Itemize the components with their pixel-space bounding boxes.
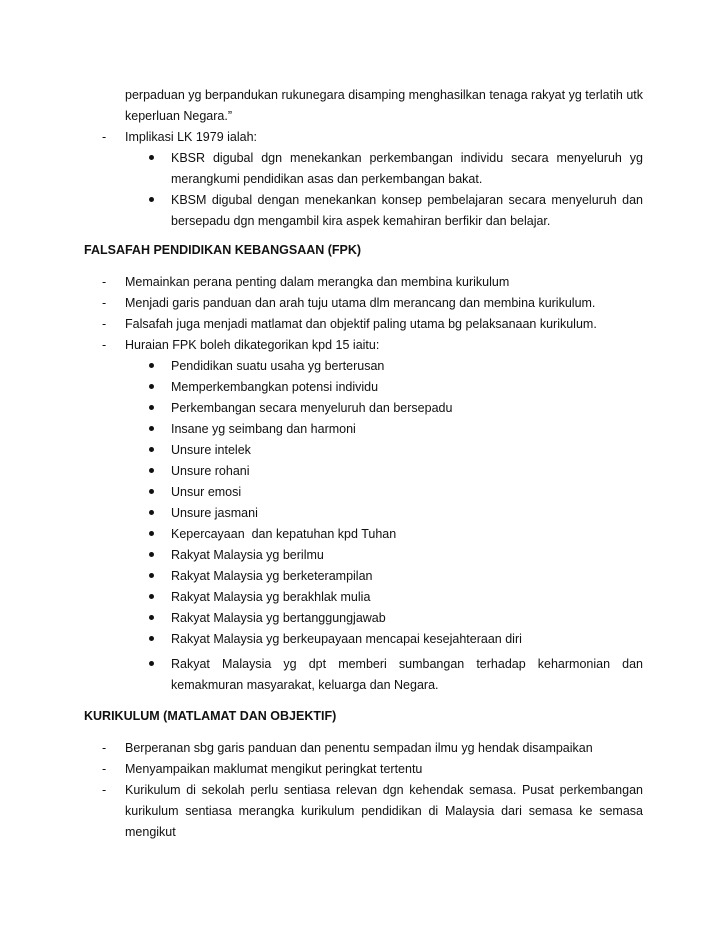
kurikulum-item: Kurikulum di sekolah perlu sentiasa relevan dgn kehendak semasa. Pusat perkembangan kurikulum sentiasa merangka kurikulum pendidikan di Malaysia dari semasa ke semasa mengikut (125, 783, 643, 839)
fpk-bullet: Rakyat Malaysia yg berakhlak mulia (171, 590, 371, 604)
bullet-dot (148, 398, 156, 406)
bullet-dot (148, 503, 156, 511)
lk1979-label: Implikasi LK 1979 ialah: (125, 130, 258, 144)
fpk-item: Huraian FPK boleh dikategorikan kpd 15 iaitu: (125, 338, 380, 352)
lk1979-bullet: KBSM digubal dengan menekankan konsep pembelajaran secara menyeluruh dan bersepadu dgn mengambil kira aspek kemahiran berfikir dan belajar. (171, 193, 643, 228)
list-dash: - (102, 741, 107, 755)
list-dash: - (102, 762, 107, 776)
bullet-dot (148, 461, 156, 469)
kurikulum-item: Berperanan sbg garis panduan dan penentu sempadan ilmu yg hendak disampaikan (125, 741, 593, 755)
fpk-bullet: Perkembangan secara menyeluruh dan bersepadu (171, 401, 453, 415)
bullet-dot (148, 608, 156, 616)
section-heading-fpk: FALSAFAH PENDIDIKAN KEBANGSAAN (FPK) (84, 243, 362, 257)
bullet-dot (148, 629, 156, 637)
fpk-bullet: Kepercayaan dan kepatuhan kpd Tuhan (171, 527, 397, 541)
fpk-bullet: Unsur emosi (171, 485, 242, 499)
bullet-dot (148, 566, 156, 574)
bullet-dot (148, 190, 156, 198)
bullet-dot (148, 587, 156, 595)
bullet-dot (148, 377, 156, 385)
kurikulum-item: Menyampaikan maklumat mengikut peringkat tertentu (125, 762, 423, 776)
fpk-bullet: Unsure jasmani (171, 506, 258, 520)
bullet-dot (148, 482, 156, 490)
bullet-dot (148, 356, 156, 364)
section-heading-kurikulum: KURIKULUM (MATLAMAT DAN OBJEKTIF) (84, 709, 337, 723)
list-dash: - (102, 296, 107, 310)
fpk-bullet: Rakyat Malaysia yg berkeupayaan mencapai kesejahteraan diri (171, 632, 522, 646)
list-dash: - (102, 317, 107, 331)
bullet-dot (148, 148, 156, 156)
fpk-item: Memainkan perana penting dalam merangka dan membina kurikulum (125, 275, 510, 289)
fpk-bullet: Rakyat Malaysia yg dpt memberi sumbangan terhadap keharmonian dan kemakmuran masyarakat, keluarga dan Negara. (171, 657, 643, 692)
fpk-item: Falsafah juga menjadi matlamat dan objektif paling utama bg pelaksanaan kurikulum. (125, 317, 597, 331)
lk1979-bullet: KBSR digubal dgn menekankan perkembangan individu secara menyeluruh yg merangkumi pendidikan asas dan perkembangan bakat. (171, 151, 643, 186)
bullet-dot (148, 440, 156, 448)
list-dash: - (102, 275, 107, 289)
fpk-bullet: Rakyat Malaysia yg bertanggungjawab (171, 611, 386, 625)
list-dash: - (102, 783, 107, 797)
bullet-dot (148, 654, 156, 662)
fpk-bullet: Pendidikan suatu usaha yg berterusan (171, 359, 385, 373)
fpk-bullet: Rakyat Malaysia yg berketerampilan (171, 569, 373, 583)
fpk-bullet: Unsure rohani (171, 464, 250, 478)
bullet-dot (148, 419, 156, 427)
bullet-dot (148, 524, 156, 532)
fpk-bullet: Insane yg seimbang dan harmoni (171, 422, 356, 436)
list-dash: - (102, 130, 107, 144)
bullet-dot (148, 545, 156, 553)
fpk-item: Menjadi garis panduan dan arah tuju utama dlm merancang dan membina kurikulum. (125, 296, 596, 310)
fpk-bullet: Unsure intelek (171, 443, 251, 457)
list-dash: - (102, 338, 107, 352)
fpk-bullet: Memperkembangkan potensi individu (171, 380, 379, 394)
fpk-bullet: Rakyat Malaysia yg berilmu (171, 548, 324, 562)
intro-paragraph: perpaduan yg berpandukan rukunegara disamping menghasilkan tenaga rakyat yg terlatih utk keperluan Negara.” (125, 88, 643, 123)
